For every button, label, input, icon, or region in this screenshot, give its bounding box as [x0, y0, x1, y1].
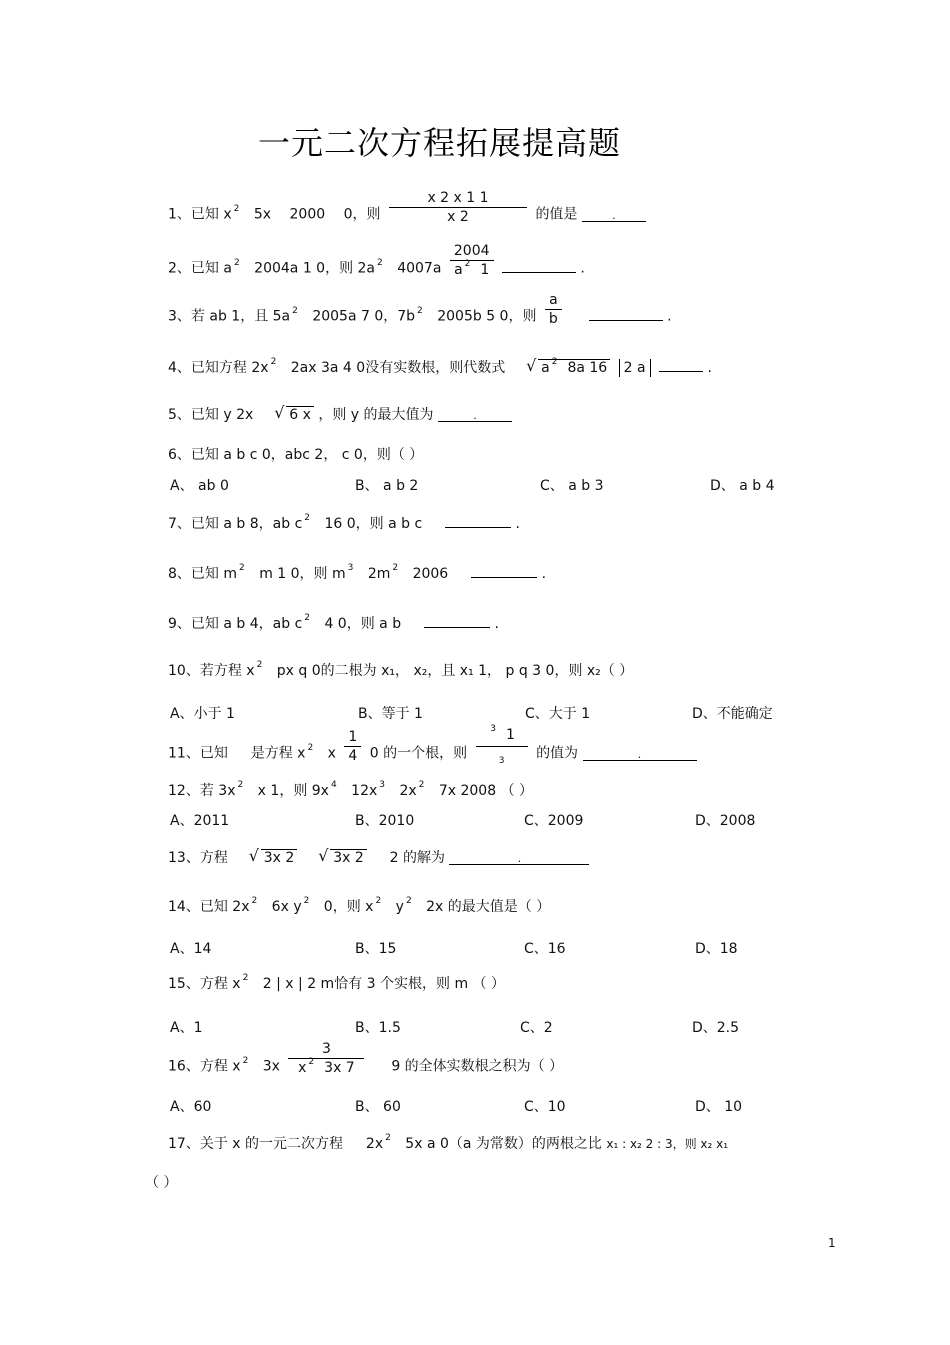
option-c[interactable]: C、16	[524, 941, 566, 957]
question-3: 3、若 ab 1，且 5a $^2$ 2005a 7 0，7b $^2$ 2005b 5 0，则 $\frac{a}{b}$ .	[168, 292, 672, 327]
question-2: 2、已知 a $^2$ 2004a 1 0，则 2a $^2$ 4007a $\frac{2004}{a ^2 1}$ .	[168, 256, 585, 281]
fraction: $\frac{2004}{a ^2 1}$	[450, 242, 494, 281]
answer-blank[interactable]: .	[583, 746, 697, 761]
answer-blank[interactable]	[659, 357, 703, 372]
option-b[interactable]: B、1.5	[355, 1020, 401, 1036]
answer-blank[interactable]	[502, 258, 576, 273]
question-8: 8、已知 m $^2$ m 1 0，则 m $^3$ 2m $^2$ 2006 .	[168, 563, 547, 582]
option-b[interactable]: B、2010	[355, 813, 415, 829]
option-c[interactable]: C、 a b 3	[540, 478, 604, 494]
question-17-bracket: （ ）	[145, 1175, 178, 1191]
option-d[interactable]: D、 10	[695, 1099, 743, 1115]
option-d[interactable]: D、18	[695, 941, 738, 957]
fraction: $\frac{a}{b}$	[545, 291, 562, 328]
option-a[interactable]: A、2011	[170, 813, 230, 829]
answer-blank[interactable]: .	[449, 850, 589, 865]
option-c[interactable]: C、2009	[524, 813, 584, 829]
option-b[interactable]: B、等于 1	[358, 706, 423, 722]
option-c[interactable]: C、大于 1	[525, 706, 591, 722]
absolute-value: 2 a	[619, 359, 651, 377]
question-9: 9、已知 a b 4，ab c $^2$ 4 0，则 a b .	[168, 613, 499, 632]
fraction: $\frac{1}{4}$	[344, 728, 361, 765]
option-b[interactable]: B、 a b 2	[355, 478, 419, 494]
option-d[interactable]: D、不能确定	[692, 706, 773, 722]
question-1: 1、已知 x $^2$ 5x 2000 0，则 $\frac{x 2 x 1 1}{x 2}$ 的值是 .	[168, 203, 646, 226]
question-10: 10、若方程 x $^2$ px q 0的二根为 x₁， x₂，且 x₁ 1， p q 3 0，则 x₂（ ）	[168, 660, 634, 679]
square-root: √ 3x 2	[251, 849, 298, 867]
option-d[interactable]: D、 a b 4	[710, 478, 775, 494]
answer-blank[interactable]: .	[582, 207, 646, 222]
option-a[interactable]: A、14	[170, 941, 212, 957]
answer-blank[interactable]	[589, 306, 663, 321]
answer-blank[interactable]	[445, 513, 511, 528]
option-a[interactable]: A、1	[170, 1020, 203, 1036]
option-b[interactable]: B、15	[355, 941, 397, 957]
question-4: 4、已知方程 2x $^2$ 2ax 3a 4 0没有实数根，则代数式 √ a $^2$ 8a 16 2 a .	[168, 357, 712, 379]
question-7: 7、已知 a b 8，ab c $^2$ 16 0，则 a b c .	[168, 513, 520, 532]
question-12: 12、若 3x $^2$ x 1，则 9x $^4$ 12x $^3$ 2x $^2$ 7x 2008 （ ）	[168, 780, 534, 799]
option-b[interactable]: B、 60	[355, 1099, 401, 1115]
option-c[interactable]: C、10	[524, 1099, 566, 1115]
answer-blank[interactable]	[424, 613, 490, 628]
option-a[interactable]: A、60	[170, 1099, 212, 1115]
fraction: $\frac{x 2 x 1 1}{x 2}$	[389, 189, 527, 226]
fraction: $\frac{^3 1}{_3}$	[476, 726, 528, 767]
page-number: 1	[828, 1236, 836, 1250]
option-a[interactable]: A、 ab 0	[170, 478, 229, 494]
answer-blank[interactable]: .	[438, 407, 512, 422]
option-d[interactable]: D、2.5	[692, 1020, 740, 1036]
option-a[interactable]: A、小于 1	[170, 706, 235, 722]
option-c[interactable]: C、2	[520, 1020, 553, 1036]
question-14: 14、已知 2x $^2$ 6x y $^2$ 0，则 x $^2$ y $^2$ 2x 的最大值是（ ）	[168, 896, 551, 915]
question-16: 16、方程 x $^2$ 3x $\frac{3}{x ^2 3x 7}$ 9 的全体实数根之积为（ ）	[168, 1054, 563, 1079]
question-6: 6、已知 a b c 0，abc 2， c 0，则（ ）	[168, 447, 424, 463]
question-11: 11、已知 是方程 x $^2$ x $\frac{1}{4}$ 0 的一个根，则 $\frac{^3 1}{_3}$ 的值为 .	[168, 740, 697, 767]
square-root: √ a $^2$ 8a 16	[528, 359, 610, 379]
square-root: √ 6 x	[276, 406, 314, 424]
answer-blank[interactable]	[471, 563, 537, 578]
fraction: $\frac{3}{x ^2 3x 7}$	[288, 1040, 364, 1079]
question-17: 17、关于 x 的一元二次方程 2x $^2$ 5x a 0（a 为常数）的两根之比 x₁ : x₂ 2 : 3，则 x₂ x₁	[168, 1133, 729, 1152]
square-root: √ 3x 2	[320, 849, 367, 867]
question-13: 13、方程 √ 3x 2 √ 3x 2 2 的解为 .	[168, 849, 589, 867]
page-title: 一元二次方程拓展提高题	[258, 124, 622, 162]
option-d[interactable]: D、2008	[695, 813, 756, 829]
question-15: 15、方程 x $^2$ 2 | x | 2 m恰有 3 个实根，则 m （ ）	[168, 973, 505, 992]
question-5: 5、已知 y 2x √ 6 x ，则 y 的最大值为 .	[168, 406, 512, 424]
